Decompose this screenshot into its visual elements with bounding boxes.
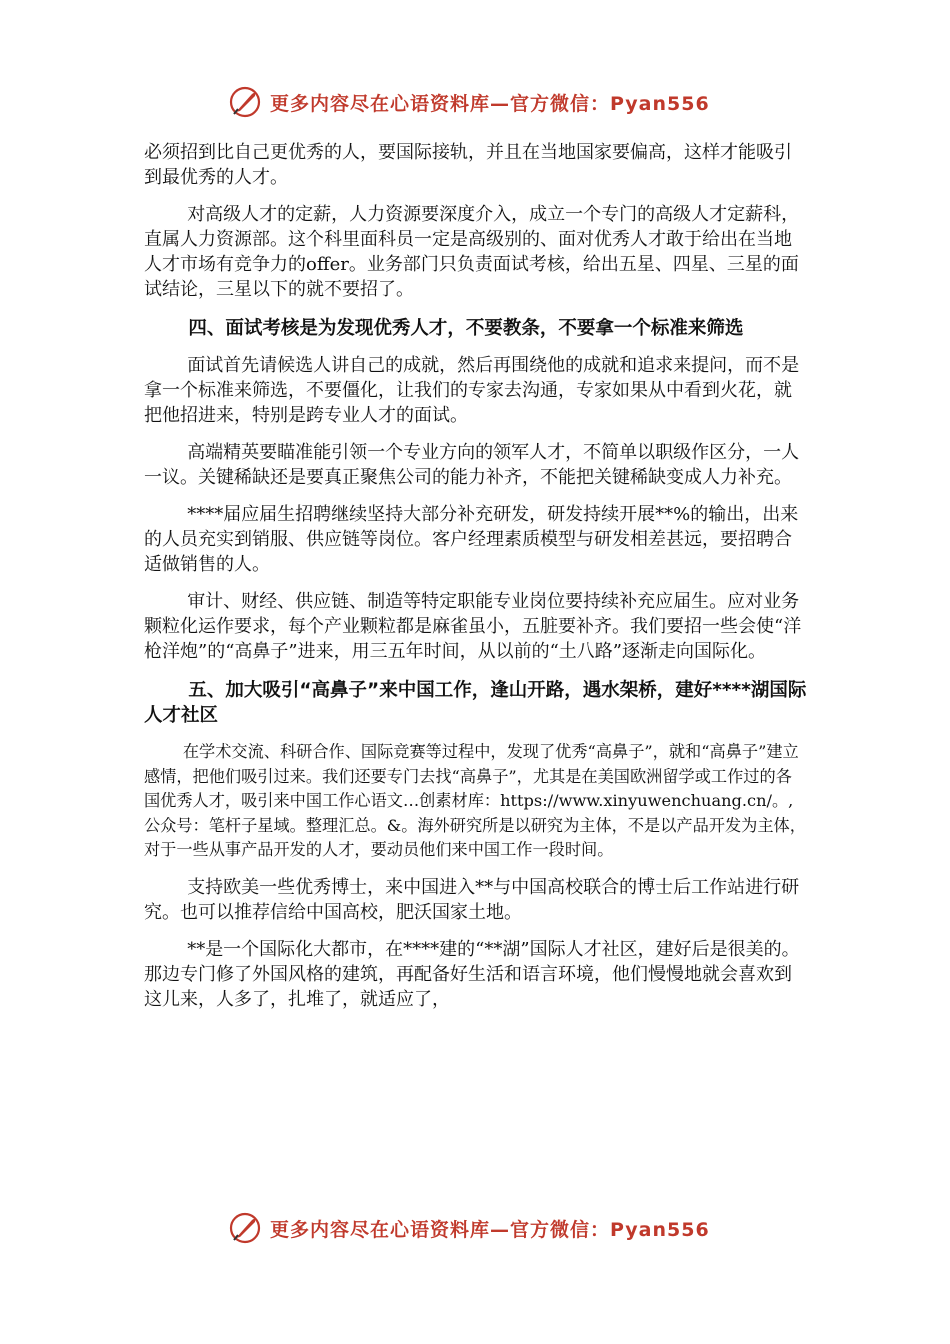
paragraph-elite: 高端精英要瞄准能引领一个专业方向的领军人才，不简单以职级作区分，一人一议。关键稀缺还是要真正聚焦公司的能力补齐，不能把关键稀缺变成人力补充。 [144,442,800,488]
paragraph-graduates: ****届应届生招聘继续坚持大部分补充研发，研发持续开展**%的输出，出来的人员充实到销服、供应链等岗位。客户经理素质模型与研发相差甚远，要招聘合适做销售的人。 [144,504,799,575]
quill-logo-icon [228,85,262,119]
footer-banner [228,1208,710,1248]
paragraph-functions: 审计、财经、供应链、制造等特定职能专业岗位要持续补充应届生。应对业务颗粒化运作要求，每个产业颗粒都是麻雀虽小，五脏要补齐。我们要招一些会使“洋枪洋炮”的“高鼻子”进来，用三五年时间，从以前的“土八路”逐渐走向国际化。 [144,591,802,662]
paragraph-interview: 面试首先请候选人讲自己的成就，然后再围绕他的成就和追求来提问，而不是拿一个标准来筛选，不要僵化，让我们的专家去沟通，专家如果从中看到火花，就把他招进来，特别是跨专业人才的面试。 [144,355,800,426]
document-body [144,140,808,1012]
header-banner-text: 更多内容尽在心语资料库—官方微信：Pyan556 [270,92,710,115]
paragraph-salary: 对高级人才的定薪，人力资源要深度介入，成立一个专门的高级人才定薪科，直属人力资源部。这个科里面科员一定是高级别的、面对优秀人才敢于给出在当地人才市场有竞争力的offer。业务部门只负责面试考核，给出五星、四星、三星的面试结论，三星以下的就不要招了。 [144,204,800,300]
paragraph-postdoc: 支持欧美一些优秀博士，来中国进入**与中国高校联合的博士后工作站进行研究。也可以推荐信给中国高校，肥沃国家土地。 [144,876,800,923]
section-heading-4: 四、面试考核是为发现优秀人才，不要教条，不要拿一个标准来筛选 [188,318,744,339]
quill-logo-icon [228,1211,262,1245]
paragraph-academic: 在学术交流、科研合作、国际竞赛等过程中，发现了优秀“高鼻子”，就和“高鼻子”建立感情，把他们吸引过来。我们还要专门去找“高鼻子”，尤其是在美国欧洲留学或工作过的各国优秀人才，吸引来中国工作心语文…创素材库：https://www.xinyuwenchuang.cn/。,公众号：笔杆子星域。整理汇总。&。海外研究所是以研究为主体，不是以产品开发为主体，对于一些从事产品开发的人才，要动员他们来中国工作一段时间。 [144,742,806,859]
paragraph-continued: 必须招到比自己更优秀的人，要国际接轨，并且在当地国家要偏高，这样才能吸引到最优秀的人才。 [144,142,792,188]
header-banner [228,82,710,122]
paragraph-community: **是一个国际化大都市，在****建的“**湖”国际人才社区，建好后是很美的。那边专门修了外国风格的建筑，再配备好生活和语言环境，他们慢慢地就会喜欢到这儿来，人多了，扎堆了，就适应了， [144,938,800,1010]
section-heading-5: 五、加大吸引“高鼻子”来中国工作，逢山开路，遇水架桥，建好****湖国际人才社区 [144,680,807,726]
footer-banner-text: 更多内容尽在心语资料库—官方微信：Pyan556 [270,1218,710,1241]
